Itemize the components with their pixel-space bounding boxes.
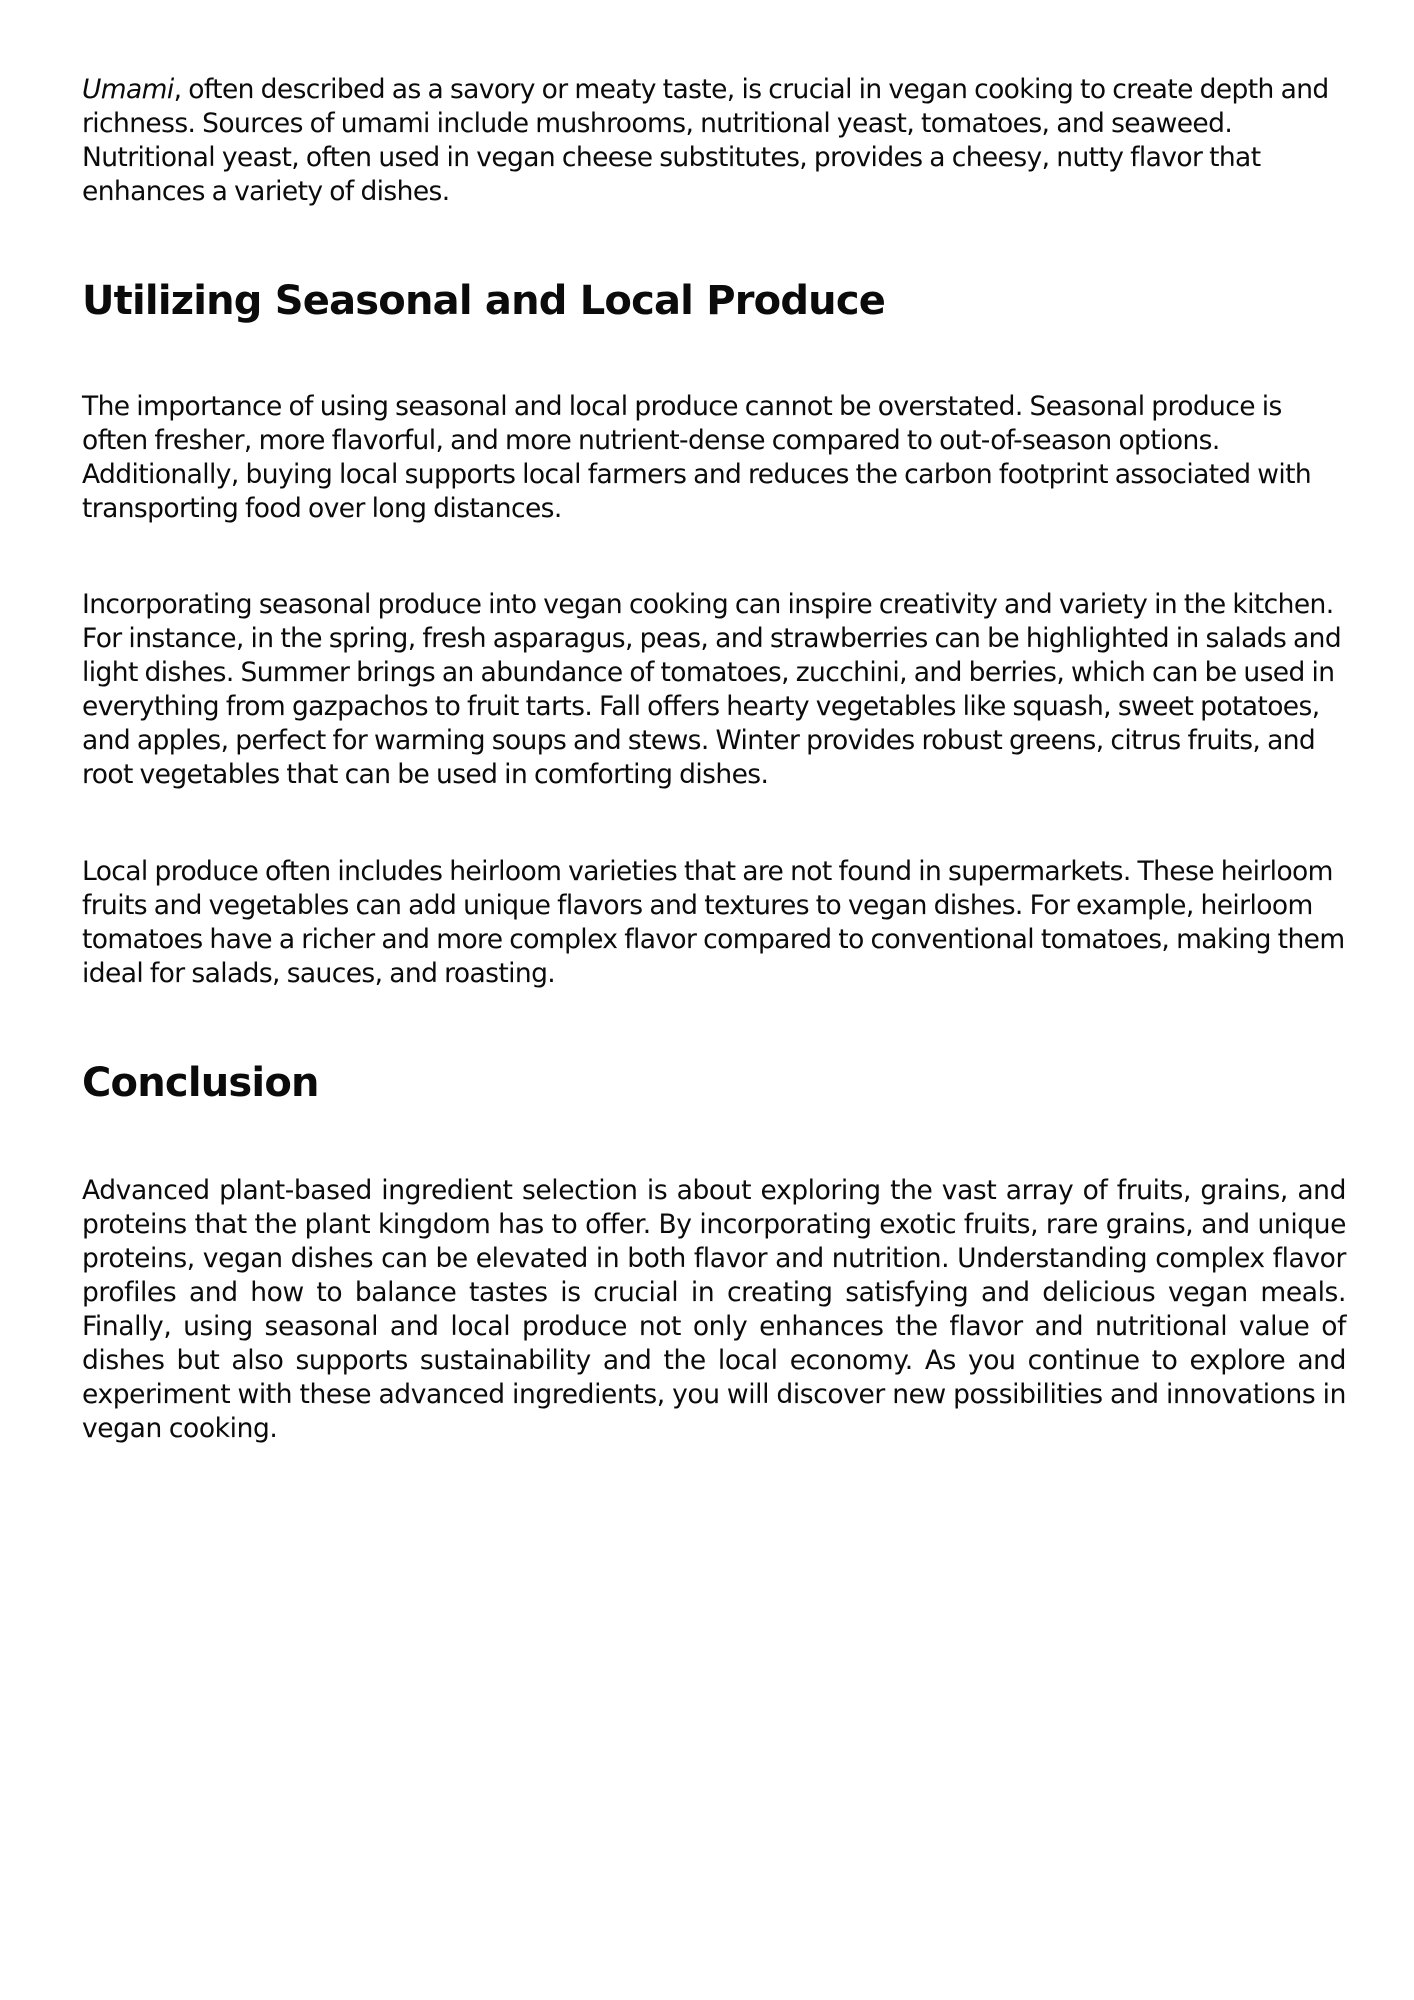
section-heading-conclusion: Conclusion (82, 1060, 319, 1106)
paragraph-seasonal-importance: The importance of using seasonal and local produce cannot be overstated. Seasonal produce is often fresher, more flavorful, and more nutrient-dense compared to out-of-season options. Additionally, buying local supports local farmers and reduces the carbon footprint associated with transporting food over long distances. (82, 391, 1312, 524)
paragraph-conclusion: Advanced plant-based ingredient selection is about exploring the vast array of fruits, grains, and proteins that the plant kingdom has to offer. By incorporating exotic fruits, rare grains, and unique proteins, vegan dishes can be elevated in both flavor and nutrition. Understanding complex flavor profiles and how to balance tastes is crucial in creating satisfying and delicious vegan meals. Finally, using seasonal and local produce not only enhances the flavor and nutritional value of dishes but also supports sustainability and the local economy. As you continue to explore and experiment with these advanced ingredients, you will discover new possibilities and innovations in vegan cooking. (82, 1175, 1346, 1444)
paragraph-seasonal-creativity: Incorporating seasonal produce into vegan cooking can inspire creativity and variety in the kitchen. For instance, in the spring, fresh asparagus, peas, and strawberries can be highlighted in salads and light dishes. Summer brings an abundance of tomatoes, zucchini, and berries, which can be used in everything from gazpachos to fruit tarts. Fall offers hearty vegetables like squash, sweet potatoes, and apples, perfect for warming soups and stews. Winter provides robust greens, citrus fruits, and root vegetables that can be used in comforting dishes. (82, 589, 1342, 790)
paragraph-heirloom-varieties: Local produce often includes heirloom varieties that are not found in supermarkets. These heirloom fruits and vegetables can add unique flavors and textures to vegan dishes. For example, heirloom tomatoes have a richer and more complex flavor compared to conventional tomatoes, making them ideal for salads, sauces, and roasting. (82, 856, 1345, 989)
umami-term: Umami (82, 74, 174, 105)
section-heading-seasonal-produce: Utilizing Seasonal and Local Produce (82, 278, 886, 324)
intro-paragraph (82, 73, 1346, 209)
intro-paragraph-text: , often described as a savory or meaty taste, is crucial in vegan cooking to create depth and richness. Sources of umami include mushrooms, nutritional yeast, tomatoes, and seaweed. Nutritional yeast, often used in vegan cheese substitutes, provides a cheesy, nutty flavor that enhances a variety of dishes. (82, 74, 1329, 207)
